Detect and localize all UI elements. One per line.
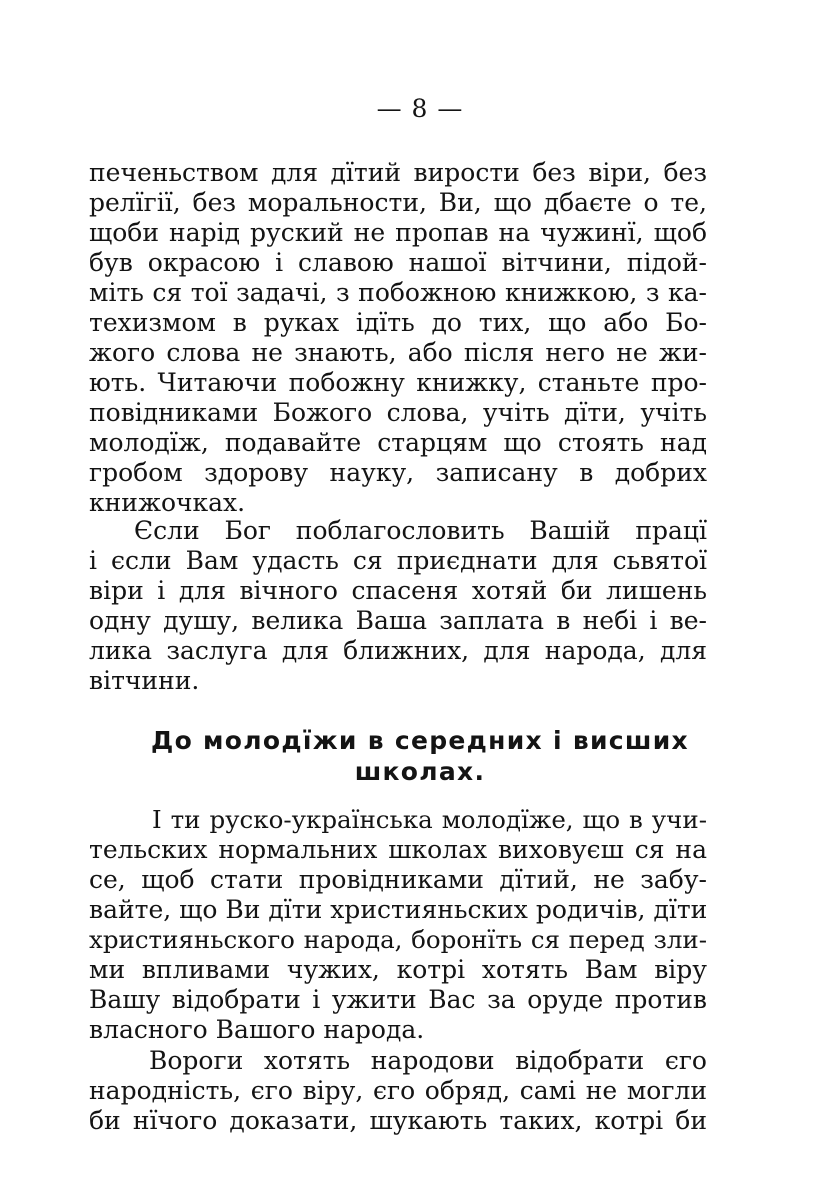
text-line: Вашу відобрати і ужити Вас за оруде против: [89, 985, 707, 1014]
text-line: би нїчого доказати, шукають таких, котрі би: [89, 1106, 707, 1135]
text-line: щоби нарід руский не пропав на чужинї, щоб: [89, 218, 707, 247]
text-line: вітчини.: [89, 666, 200, 695]
text-line: одну душу, велика Ваша заплата в небі і ве-: [89, 606, 707, 635]
text-line: і єсли Вам удасть ся приєднати для сьвятої: [89, 546, 707, 575]
text-line: се, щоб стати провідниками дїтий, не забу-: [89, 865, 707, 894]
text-line: лика заслуга для ближних, для народа, для: [89, 636, 707, 665]
text-line: печеньством для дїтий вирости без віри, без: [89, 158, 707, 187]
text-line: гробом здорову науку, записану в добрих: [89, 458, 707, 487]
section-heading-line-2: школах.: [354, 757, 486, 786]
text-line: молодїж, подавайте старцям що стоять над: [89, 428, 707, 457]
text-line: міть ся тої задачі, з побожною книжкою, з ка-: [89, 278, 707, 307]
page-number: — 8 —: [376, 94, 464, 123]
text-line: І ти руско-українська молодїже, що в учи-: [152, 805, 707, 834]
text-line: жого слова не знають, або після него не жи-: [89, 338, 707, 367]
text-line: ми впливами чужих, котрі хотять Вам віру: [89, 955, 707, 984]
text-line: релїгії, без моральности, Ви, що дбаєте о те,: [89, 188, 707, 217]
text-line: книжочках.: [89, 488, 246, 517]
text-line: віри і для вічного спасеня хотяй би лишень: [89, 576, 707, 605]
text-line: ють. Читаючи побожну книжку, станьте про-: [89, 368, 707, 397]
text-line: тельских нормальних школах виховуєш ся на: [89, 835, 707, 864]
text-line: народність, єго віру, єго обряд, самі не могли: [89, 1076, 707, 1105]
text-line: християньского народа, боронїть ся перед зли-: [89, 925, 707, 954]
text-line: повідниками Божого слова, учіть дїти, учіть: [89, 398, 707, 427]
text-line: вайте, що Ви дїти християньских родичів, дїти: [89, 895, 708, 924]
text-line: Єсли Бог поблагословить Вашій працї: [134, 516, 707, 545]
text-line: був окрасою і славою нашої вітчини, підой-: [89, 248, 707, 277]
section-heading-line-1: До молодїжи в середних і висших: [151, 726, 689, 755]
text-line: Вороги хотять народови відобрати єго: [149, 1046, 707, 1075]
text-line: власного Вашого народа.: [89, 1015, 425, 1044]
text-line: техизмом в руках ідїть до тих, що або Бо-: [89, 308, 707, 337]
